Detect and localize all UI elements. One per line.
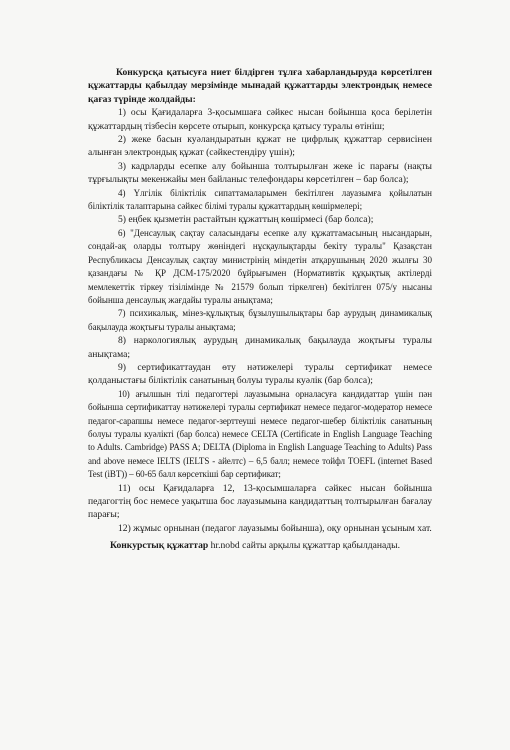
intro-paragraph: Конкурсқа қатысуға ниет білдірген тұлға хабарландыруда көрсетілген құжаттарды қабылдау мерзімінде мынадай құжаттарды электрондық немесе қағаз түрінде жолдайды: bbox=[88, 67, 432, 105]
list-item-3: 3) кадрларды есепке алу бойынша толтырылған жеке іс парағы (нақты тұрғылықты мекенжайы мен байланыс телефондары көрсетілген – бар болса); bbox=[88, 160, 432, 186]
list-item-10: 10) ағылшын тілі педагогтері лауазымына орналасуға кандидаттар үшін пән бойынша сертификаттау нәтижелері туралы сертификат немесе педагог-модератор немесе педагог-сарапшы немесе педагог-зерттеуші немесе педагог-шебер біліктілік санатының болуы туралы куәлікті (бар болса) немесе CELTA (Certificate in English Language Teaching to Adults. Cambridge) PASS A; DELTA (Diploma in English Language Teaching to Adults) Pass and above немесе IELTS (IELTS - айелтс) – 6,5 балл; немесе тойфл TOEFL (internet Based Test (iBT)) – 60-65 балл көрсеткіші бар сертификат; bbox=[88, 388, 432, 480]
document-body bbox=[88, 66, 432, 553]
list-item-4: 4) Үлгілік біліктілік сипаттамаларымен бекітілген лауазымға қойылатын біліктілік талаптарына сәйкес білімі туралы құжаттардың көшірмелері; bbox=[88, 187, 432, 212]
list-item-8: 8) наркологиялық аурудың динамикалық бақылауда жоқтығы туралы анықтама; bbox=[88, 335, 432, 360]
final-paragraph bbox=[88, 539, 432, 552]
list-item-12: 12) жұмыс орнынан (педагог лауазымы бойынша), оқу орнынан ұсыным хат. bbox=[118, 522, 432, 534]
list-item-11: 11) осы Қағидаларға 12, 13-қосымшаларға сәйкес нысан бойынша педагогтің бос немесе уақытша бос лауазымына кандидаттың толтырылған бағалау парағы; bbox=[88, 482, 432, 521]
list-item-9: 9) сертификаттаудан өту нәтижелері туралы сертификат немесе қолданыстағы біліктілік санатының болуы туралы куәлік (бар болса); bbox=[88, 361, 432, 387]
list-item-2: 2) жеке басын куәландыратын құжат не цифрлық құжаттар сервисінен алынған электрондық құжат (сәйкестендіру үшін); bbox=[88, 134, 432, 159]
final-rest-text: hr.nobd сайты арқылы құжаттар қабылданады. bbox=[208, 540, 401, 552]
list-item-1: 1) осы Қағидаларға 3-қосымшаға сәйкес нысан бойынша қоса берілетін құжаттардың тізбесін көрсете отырып, конкурсқа қатысу туралы өтініш; bbox=[88, 107, 432, 132]
list-item-7: 7) психикалық, мінез-құлықтық бұзылушылықтары бар аурудың динамикалық бақылауда жоқтығы туралы анықтама; bbox=[88, 308, 432, 332]
list-item-6: 6) "Денсаулық сақтау саласындағы есепке алу құжаттамасының нысандарын, сондай-ақ оларды толтыру жөніндегі нұсқаулықтарды бекіту туралы" Қазақстан Республикасы Денсаулық сақтау министрінің міндетін атқарушының 2020 жылғы 30 қазандағы № ҚР ДСМ-175/2020 бұйрығымен (Нормативтік құқықтық актілерді мемлекеттік тіркеу тізілімінде № 21579 болып тіркелген) бекітілген 075/у нысаны бойынша денсаулық жағдайы туралы анықтама; bbox=[88, 227, 432, 305]
final-bold-text: Конкурстық құжаттар bbox=[110, 540, 209, 552]
list-item-5: 5) еңбек қызметін растайтын құжаттың көшірмесі (бар болса); bbox=[118, 214, 374, 226]
